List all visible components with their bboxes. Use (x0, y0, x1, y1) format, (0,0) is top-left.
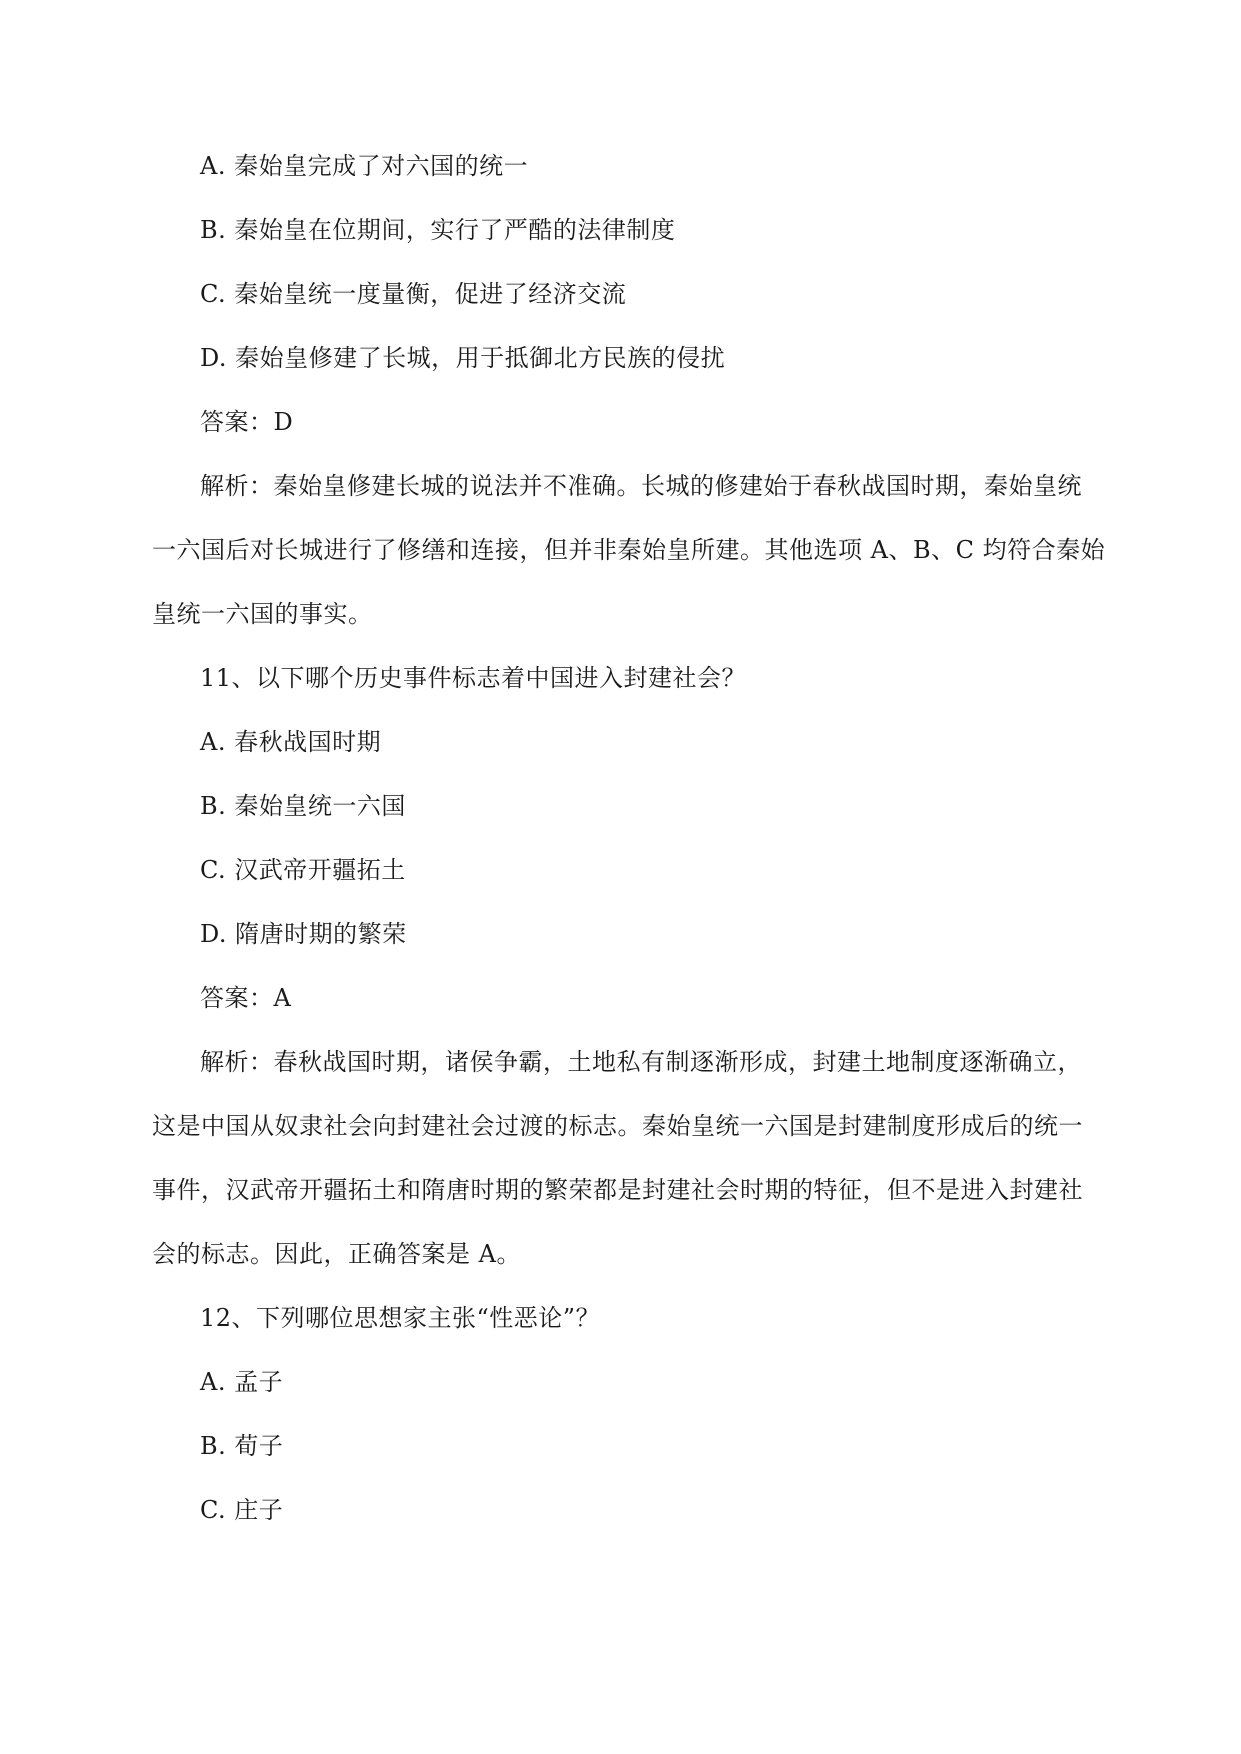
option-b-q12: B. 荀子 (200, 1432, 284, 1460)
analysis-q10-line3: 皇统一六国的事实。 (152, 600, 373, 628)
option-d-q11: D. 隋唐时期的繁荣 (200, 920, 407, 948)
answer-q10: 答案：D (200, 408, 294, 436)
option-b-q11: B. 秦始皇统一六国 (200, 792, 406, 820)
option-d-q10: D. 秦始皇修建了长城，用于抵御北方民族的侵扰 (200, 344, 726, 372)
analysis-q11-line3: 事件，汉武帝开疆拓土和隋唐时期的繁荣都是封建社会时期的特征，但不是进入封建社 (152, 1176, 1083, 1204)
analysis-q11-line1: 解析：春秋战国时期，诸侯争霸，土地私有制逐渐形成，封建土地制度逐渐确立， (200, 1048, 1082, 1076)
analysis-q10-line2: 一六国后对长城进行了修缮和连接，但并非秦始皇所建。其他选项 A、B、C 均符合秦始 (152, 536, 1106, 564)
analysis-q11-line2: 这是中国从奴隶社会向封建社会过渡的标志。秦始皇统一六国是封建制度形成后的统一 (152, 1112, 1083, 1140)
question-11: 11、以下哪个历史事件标志着中国进入封建社会？ (200, 664, 747, 692)
answer-q11: 答案：A (200, 984, 292, 1012)
option-a-q12: A. 孟子 (200, 1368, 284, 1396)
option-c-q10: C. 秦始皇统一度量衡，促进了经济交流 (200, 280, 627, 308)
option-a-q10: A. 秦始皇完成了对六国的统一 (200, 152, 529, 180)
analysis-q10-line1: 解析：秦始皇修建长城的说法并不准确。长城的修建始于春秋战国时期，秦始皇统 (200, 472, 1082, 500)
option-c-q12: C. 庄子 (200, 1496, 284, 1524)
option-a-q11: A. 春秋战国时期 (200, 728, 382, 756)
analysis-q11-line4: 会的标志。因此，正确答案是 A。 (152, 1240, 521, 1268)
option-c-q11: C. 汉武帝开疆拓土 (200, 856, 406, 884)
option-b-q10: B. 秦始皇在位期间，实行了严酷的法律制度 (200, 216, 676, 244)
question-12: 12、下列哪位思想家主张“性恶论”？ (200, 1304, 601, 1332)
